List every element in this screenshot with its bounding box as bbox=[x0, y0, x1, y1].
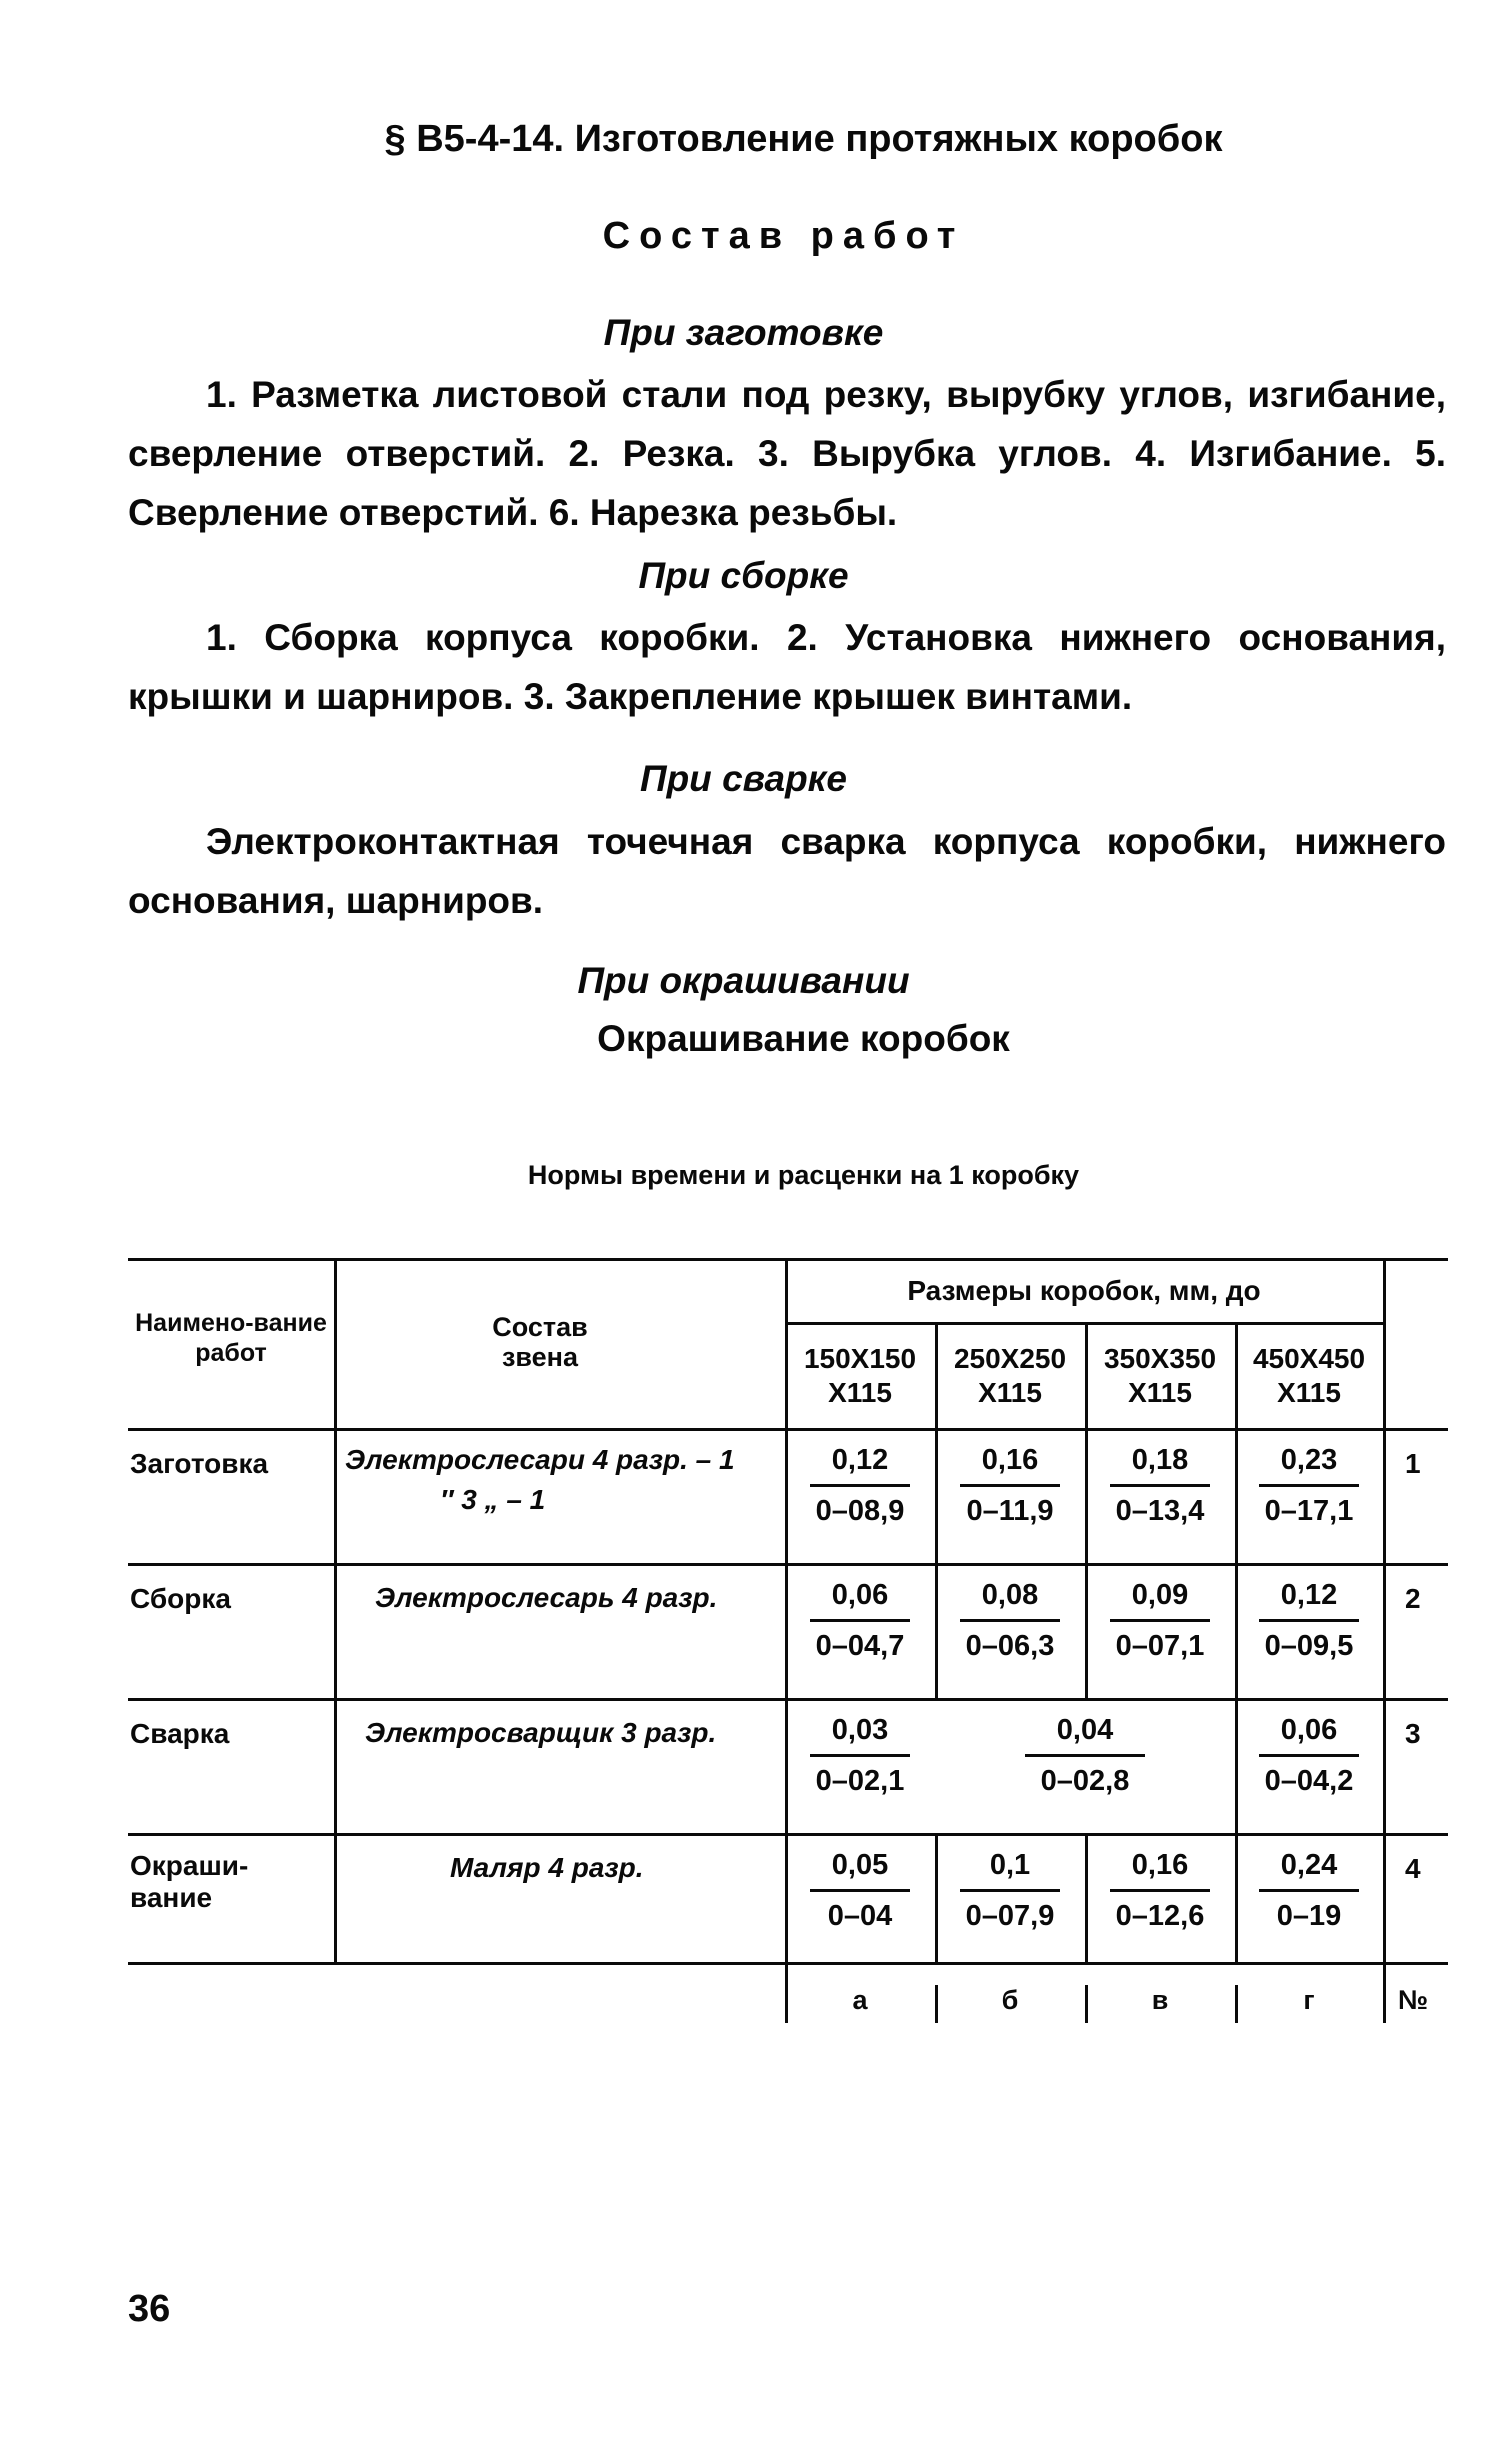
row4-d-price: 0–19 bbox=[1276, 1900, 1342, 1932]
row4-name: Окраши-вание bbox=[130, 1850, 249, 1913]
row4-value-c bbox=[1095, 1845, 1225, 1936]
row4-c-price: 0–12,6 bbox=[1115, 1900, 1205, 1932]
row2-value-b bbox=[945, 1575, 1075, 1666]
paragraph-assembly bbox=[128, 608, 1446, 726]
header-size-a-line1: 150Х150 bbox=[803, 1343, 917, 1374]
row1-value-d bbox=[1244, 1440, 1374, 1531]
row1-name: Заготовка bbox=[130, 1448, 269, 1479]
header-size-b bbox=[935, 1342, 1085, 1410]
row1-c-price: 0–13,4 bbox=[1115, 1495, 1205, 1527]
row1-a-time: 0,12 bbox=[831, 1444, 889, 1476]
row2-b-price: 0–06,3 bbox=[965, 1630, 1055, 1662]
row1-value-c bbox=[1095, 1440, 1225, 1531]
row3-bottom-rule bbox=[128, 1833, 1448, 1836]
row3-value-bc bbox=[945, 1710, 1225, 1801]
header-sizes-group: Размеры коробок, мм, до bbox=[907, 1275, 1261, 1306]
row1-a-price: 0–08,9 bbox=[815, 1495, 905, 1527]
row4-value-b bbox=[945, 1845, 1075, 1936]
row1-d-time: 0,23 bbox=[1280, 1444, 1338, 1476]
table-caption: Нормы времени и расценки на 1 коробку bbox=[527, 1160, 1080, 1190]
row1-value-b bbox=[945, 1440, 1075, 1531]
row4-a-price: 0–04 bbox=[827, 1900, 893, 1932]
paragraph-welding-text: Электроконтактная точечная сварка корпуса коробки, нижнего основания, шарниров. bbox=[128, 821, 1446, 921]
row4-value-a bbox=[795, 1845, 925, 1936]
table-top-rule bbox=[128, 1258, 1448, 1261]
row1-b-price: 0–11,9 bbox=[966, 1495, 1054, 1527]
row4-number: 4 bbox=[1405, 1853, 1421, 1884]
row2-value-a bbox=[795, 1575, 925, 1666]
row1-value-a bbox=[795, 1440, 925, 1531]
row3-crew: Электросварщик 3 разр. bbox=[365, 1717, 717, 1748]
header-size-a-line2: Х115 bbox=[828, 1377, 892, 1408]
row1-b-time: 0,16 bbox=[981, 1444, 1039, 1476]
row3-a-price: 0–02,1 bbox=[815, 1765, 905, 1797]
paragraph-welding bbox=[128, 812, 1446, 930]
col-letter-b: б bbox=[1001, 1985, 1019, 2015]
row2-a-price: 0–04,7 bbox=[815, 1630, 905, 1662]
row2-number: 2 bbox=[1405, 1583, 1421, 1614]
row2-c-price: 0–07,1 bbox=[1115, 1630, 1205, 1662]
col-letter-a: а bbox=[852, 1985, 868, 2015]
section-title: § В5-4-14. Изготовление протяжных коробок bbox=[384, 118, 1223, 160]
size-col-c-divider bbox=[1235, 1322, 1238, 1962]
header-name-col: Наимено-вание работ bbox=[135, 1309, 327, 1367]
row1-bottom-rule bbox=[128, 1563, 1448, 1566]
table-bottom-rule bbox=[128, 1962, 1448, 1965]
name-col-divider bbox=[334, 1258, 337, 1962]
header-size-d-line2: Х115 bbox=[1277, 1377, 1341, 1408]
row4-b-price: 0–07,9 bbox=[965, 1900, 1055, 1932]
work-composition-title: Состав работ bbox=[602, 215, 965, 257]
header-size-b-line1: 250Х250 bbox=[953, 1343, 1067, 1374]
size-col-b-divider-row4 bbox=[1085, 1833, 1088, 1962]
row4-a-time: 0,05 bbox=[831, 1849, 889, 1881]
col-letter-c: в bbox=[1151, 1985, 1169, 2015]
row2-b-time: 0,08 bbox=[981, 1579, 1039, 1611]
subhead-preparation: При заготовке bbox=[603, 312, 884, 353]
row4-b-time: 0,1 bbox=[989, 1849, 1031, 1881]
row4-d-time: 0,24 bbox=[1280, 1849, 1338, 1881]
row1-crew-line2: ″ 3 „ – 1 bbox=[440, 1484, 546, 1515]
subhead-painting: При окрашивании bbox=[577, 960, 910, 1001]
row4-value-d bbox=[1244, 1845, 1374, 1936]
paragraph-painting: Окрашивание коробок bbox=[597, 1018, 1010, 1059]
header-bottom-rule bbox=[128, 1428, 1448, 1431]
row2-bottom-rule bbox=[128, 1698, 1448, 1701]
row2-d-time: 0,12 bbox=[1280, 1579, 1338, 1611]
row1-number: 1 bbox=[1405, 1448, 1421, 1479]
row2-crew: Электрослесарь 4 разр. bbox=[375, 1582, 718, 1613]
row1-d-price: 0–17,1 bbox=[1264, 1495, 1354, 1527]
row3-bc-time: 0,04 bbox=[1056, 1714, 1114, 1746]
col-letter-d: г bbox=[1303, 1985, 1315, 2015]
header-size-c bbox=[1085, 1342, 1235, 1410]
row2-name: Сборка bbox=[130, 1583, 231, 1614]
row2-d-price: 0–09,5 bbox=[1264, 1630, 1354, 1662]
row3-name: Сварка bbox=[130, 1718, 230, 1749]
header-size-b-line2: Х115 bbox=[978, 1377, 1042, 1408]
row3-value-a bbox=[795, 1710, 925, 1801]
header-size-d bbox=[1235, 1342, 1383, 1410]
row1-c-time: 0,18 bbox=[1131, 1444, 1189, 1476]
row3-d-time: 0,06 bbox=[1280, 1714, 1338, 1746]
row2-a-time: 0,06 bbox=[831, 1579, 889, 1611]
row4-c-time: 0,16 bbox=[1131, 1849, 1189, 1881]
row1-crew bbox=[345, 1440, 780, 1520]
row3-d-price: 0–04,2 bbox=[1264, 1765, 1354, 1797]
row2-value-c bbox=[1095, 1575, 1225, 1666]
page-number: 36 bbox=[128, 2288, 171, 2330]
paragraph-assembly-text: 1. Сборка корпуса коробки. 2. Установка нижнего основания, крышки и шарниров. 3. Закрепление крышек винтами. bbox=[128, 617, 1446, 717]
subhead-assembly: При сборке bbox=[638, 555, 849, 596]
num-col-divider bbox=[1383, 1258, 1386, 2023]
header-crew-col: Состав звена bbox=[492, 1312, 588, 1372]
row2-value-d bbox=[1244, 1575, 1374, 1666]
header-size-d-line1: 450Х450 bbox=[1252, 1343, 1366, 1374]
paragraph-preparation-text: 1. Разметка листовой стали под резку, вырубку углов, изгибание, сверление отверстий. 2. Резка. 3. Вырубка углов. 4. Изгибание. 5. Сверление отверстий. 6. Нарезка резьбы. bbox=[128, 374, 1446, 533]
header-size-c-line2: Х115 bbox=[1128, 1377, 1192, 1408]
header-size-c-line1: 350Х350 bbox=[1103, 1343, 1217, 1374]
row3-a-time: 0,03 bbox=[831, 1714, 889, 1746]
paragraph-preparation bbox=[128, 365, 1446, 542]
row1-crew-line1: Электрослесари 4 разр. – 1 bbox=[345, 1444, 735, 1475]
row2-c-time: 0,09 bbox=[1131, 1579, 1189, 1611]
row3-value-d bbox=[1244, 1710, 1374, 1801]
sizes-group-rule bbox=[785, 1322, 1383, 1325]
col-number-label: № bbox=[1397, 1985, 1429, 2015]
header-size-a bbox=[785, 1342, 935, 1410]
subhead-welding: При сварке bbox=[639, 758, 848, 799]
row3-bc-price: 0–02,8 bbox=[1040, 1765, 1130, 1797]
row3-number: 3 bbox=[1405, 1718, 1421, 1749]
size-col-a-divider-row4 bbox=[935, 1833, 938, 1962]
row4-crew: Маляр 4 разр. bbox=[450, 1852, 644, 1883]
